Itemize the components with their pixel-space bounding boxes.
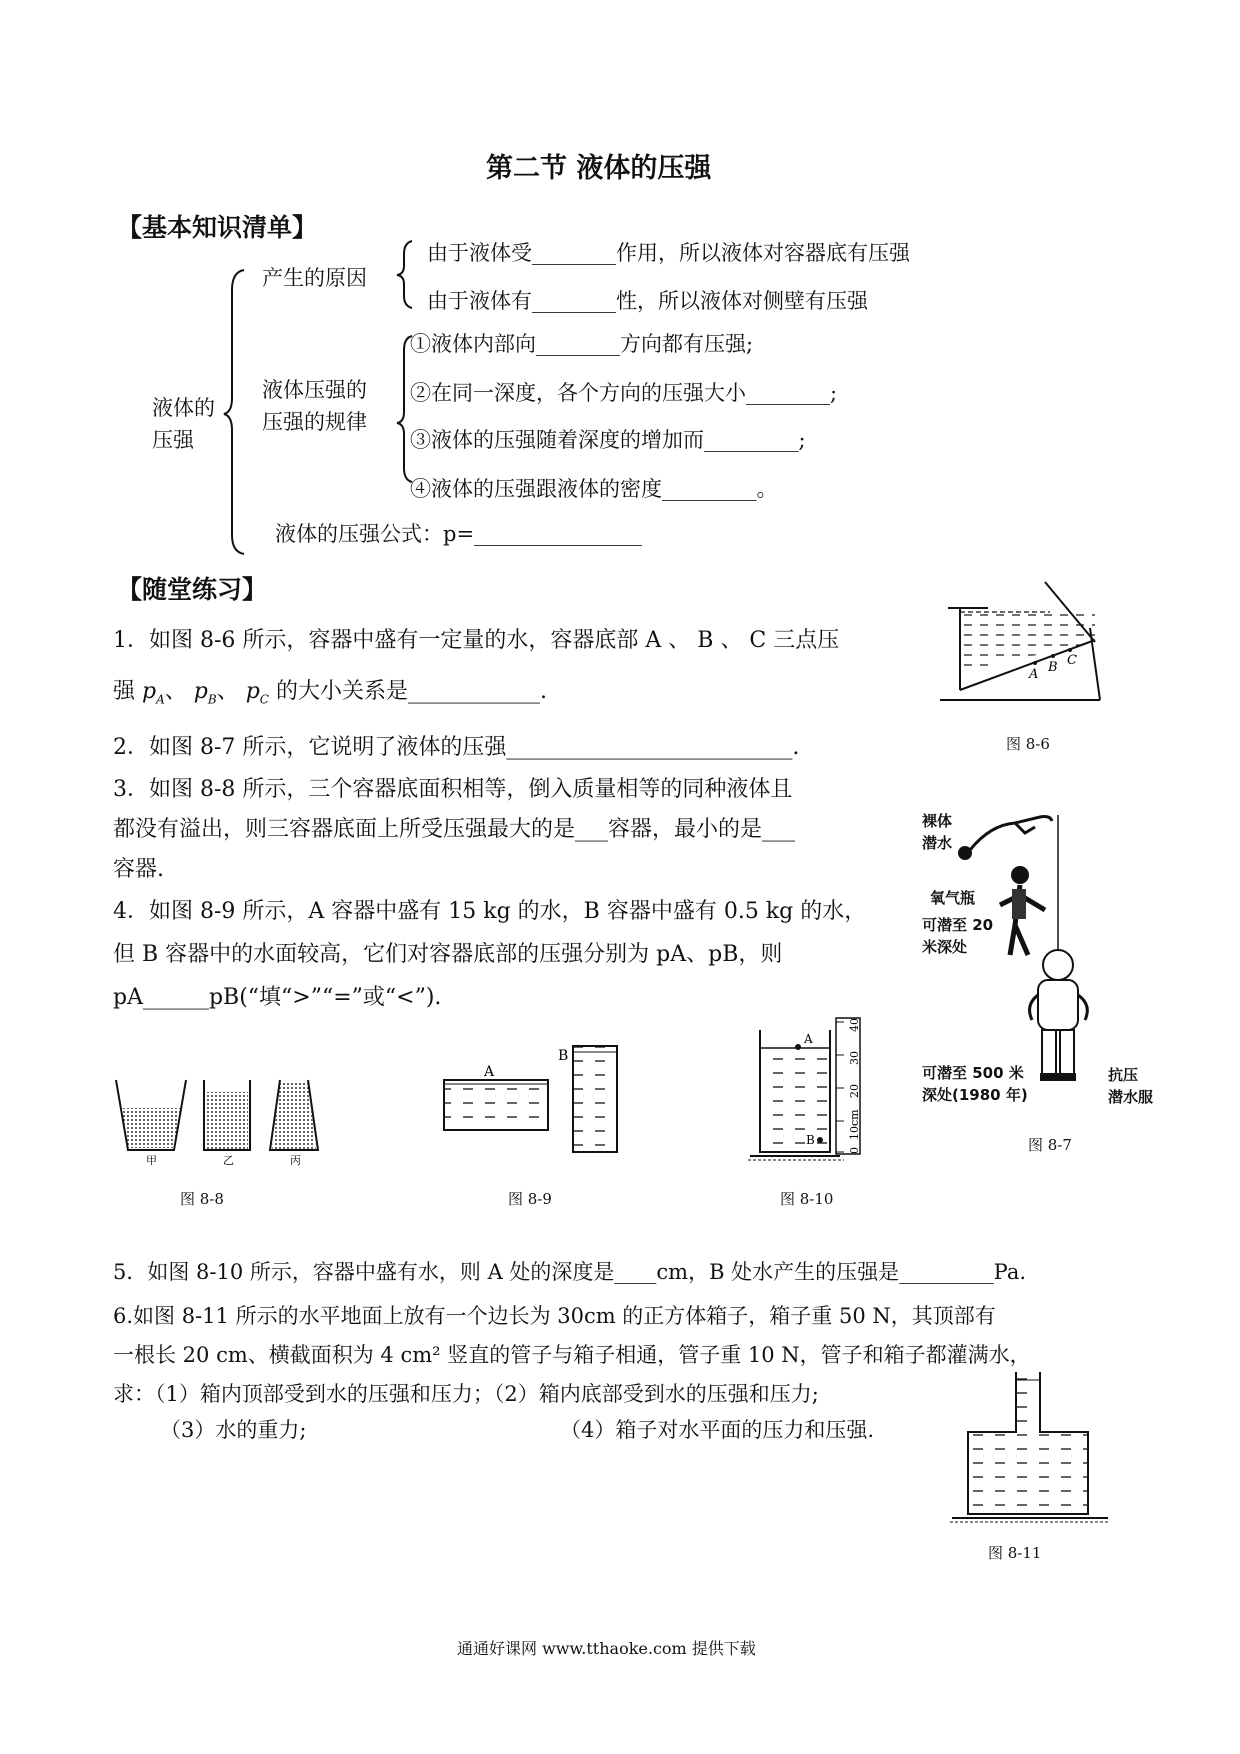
- question-1-line1: 1．如图 8-6 所示，容器中盛有一定量的水，容器底部 A 、 B 、 C 三点压: [113, 628, 840, 653]
- figure-8-10: [748, 1010, 888, 1160]
- fig87-label-500m-2: 深处(1980 年): [922, 1086, 1028, 1104]
- question-1-line2: 强 $p_A$、 $p_B$、 $p_C$ 的大小关系是____________.: [113, 679, 547, 707]
- q1-prefix: 强: [113, 679, 142, 704]
- law-label: [262, 374, 367, 438]
- fig87-label-suit-1: 抗压: [1108, 1066, 1139, 1084]
- law-item-1: ①液体内部向________方向都有压强;: [410, 332, 754, 356]
- q1-sub-c: C: [259, 692, 269, 707]
- fig87-label-suit: [1108, 1064, 1153, 1108]
- q1-pb: p: [193, 679, 208, 704]
- figure-8-9: [438, 1040, 638, 1150]
- figure-8-11: [948, 1372, 1128, 1532]
- fig810-point-a: A: [804, 1032, 813, 1046]
- q1-pa: p: [142, 679, 157, 704]
- page-title: 第二节 液体的压强: [486, 153, 712, 184]
- caption-8-11: 图 8-11: [988, 1544, 1042, 1562]
- fig87-label-20m: [922, 914, 993, 958]
- fig87-label-20m-1: 可潜至 20: [922, 916, 994, 934]
- question-2: 2．如图 8-7 所示，它说明了液体的压强__________________________.: [113, 735, 800, 760]
- section-heading-knowledge: 【基本知识清单】: [117, 213, 318, 242]
- caption-8-6: 图 8-6: [1006, 735, 1050, 753]
- fig87-label-500m-1: 可潜至 500 米: [922, 1064, 1024, 1082]
- fig87-label-naked-2: 潜水: [922, 834, 953, 852]
- law-item-2: ②在同一深度，各个方向的压强大小________;: [410, 381, 838, 405]
- fig87-label-naked-1: 裸体: [922, 812, 953, 830]
- question-6-line1: 6.如图 8-11 所示的水平地面上放有一个边长为 30cm 的正方体箱子，箱子重 50 N，其顶部有: [113, 1304, 996, 1328]
- law-label-line1: 液体压强的: [262, 378, 367, 402]
- fig87-label-20m-2: 米深处: [922, 938, 968, 956]
- question-3: [113, 770, 795, 890]
- figure-8-6: [930, 590, 1110, 710]
- fig87-label-500m: [922, 1062, 1028, 1106]
- fig89-container-b: B: [558, 1048, 569, 1064]
- fig87-label-oxygen: 氧气瓶: [930, 889, 976, 907]
- root-label: [152, 392, 215, 456]
- question-4: [113, 890, 866, 1019]
- pressure-formula: 液体的压强公式：p=________________: [275, 522, 643, 546]
- footer: 通通好课网 www.tthaoke.com 提供下载: [457, 1639, 756, 1658]
- section-heading-practice: 【随堂练习】: [117, 575, 268, 604]
- root-label-line1: 液体的: [152, 396, 215, 420]
- brace-outer: [224, 270, 244, 554]
- question-6-sub3: （3）水的重力;: [160, 1418, 307, 1442]
- fig89-container-a: A: [484, 1064, 495, 1080]
- caption-8-8: 图 8-8: [180, 1190, 224, 1208]
- fig810-scale-0: 0: [848, 1147, 861, 1154]
- question-6: [113, 1297, 1031, 1414]
- q1-sub-a: A: [156, 692, 165, 707]
- caption-8-9: 图 8-9: [508, 1190, 552, 1208]
- fig88-container-jia: 甲: [146, 1154, 157, 1167]
- q1-suffix: 的大小关系是____________.: [268, 679, 547, 704]
- question-6-line2: 一根长 20 cm、横截面积为 4 cm² 竖直的管子与箱子相通，管子重 10 N，管子和箱子都灌满水，: [113, 1343, 1031, 1367]
- law-item-4: ④液体的压强跟液体的密度_________。: [410, 477, 778, 501]
- fig88-container-bing: 丙: [290, 1154, 301, 1167]
- fig88-container-yi: 乙: [223, 1154, 234, 1167]
- cause-item-2: 由于液体有________性，所以液体对侧壁有压强: [427, 289, 868, 313]
- fig810-point-b: B: [806, 1133, 815, 1147]
- question-3-line3: 容器.: [113, 857, 164, 882]
- fig86-point-c: C: [1067, 653, 1077, 668]
- question-5: 5．如图 8-10 所示，容器中盛有水，则 A 处的深度是____cm，B 处水产生的压强是_________Pa.: [113, 1260, 1027, 1284]
- fig810-scale-10: 10cm: [848, 1109, 861, 1140]
- caption-8-7: 图 8-7: [1028, 1136, 1072, 1154]
- figure-8-8: [110, 1070, 340, 1170]
- cause-label: 产生的原因: [262, 266, 367, 290]
- root-label-line2: 压强: [152, 428, 194, 452]
- law-label-line2: 压强的规律: [262, 410, 367, 434]
- question-4-line1: 4．如图 8-9 所示，A 容器中盛有 15 kg 的水，B 容器中盛有 0.5 kg 的水，: [113, 899, 867, 924]
- q1-sub-b: B: [207, 692, 217, 707]
- fig87-label-naked: [922, 810, 952, 854]
- question-6-sub4: （4）箱子对水平面的压力和压强.: [560, 1418, 875, 1442]
- question-4-line3: pA______pB(“填“>”“=”或“<”).: [113, 985, 442, 1010]
- fig86-point-a: A: [1029, 667, 1039, 682]
- fig810-scale-30: 30: [848, 1051, 861, 1065]
- fig87-label-suit-2: 潜水服: [1108, 1088, 1154, 1106]
- question-4-line2: 但 B 容器中的水面较高，它们对容器底部的压强分别为 pA、pB，则: [113, 942, 783, 967]
- q1-pc: p: [245, 679, 260, 704]
- caption-8-10: 图 8-10: [780, 1190, 834, 1208]
- question-6-line3: 求：（1）箱内顶部受到水的压强和压力；（2）箱内底部受到水的压强和压力;: [113, 1382, 819, 1406]
- fig86-point-b: B: [1048, 660, 1058, 675]
- question-3-line1: 3．如图 8-8 所示，三个容器底面积相等，倒入质量相等的同种液体且: [113, 777, 793, 802]
- fig810-scale-20: 20: [848, 1084, 861, 1098]
- cause-item-1: 由于液体受________作用，所以液体对容器底有压强: [427, 241, 910, 265]
- brace-cause: [397, 241, 412, 308]
- fig810-scale-40: 40: [848, 1018, 861, 1032]
- law-item-3: ③液体的压强随着深度的增加而_________;: [410, 428, 806, 452]
- question-3-line2: 都没有溢出，则三容器底面上所受压强最大的是___容器，最小的是___: [113, 817, 796, 842]
